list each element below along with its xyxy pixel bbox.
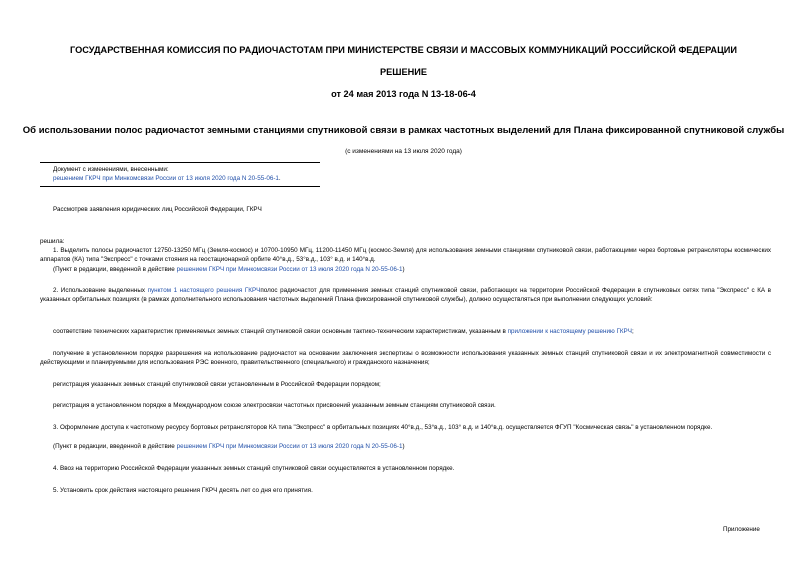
paragraph-2-post: полос радиочастот для применения земных станций спутниковой связи, работающих на территории Российской Федерации в спутниковых сетях типа "Экспресс" с КА в указанных орбитальных позициях (в рамках дополнительного использования частотных выделений Плана фиксированной спутниковой службы), должно осуществляться при выполнении следующих условий: xyxy=(40,287,771,303)
amendment-note: (с изменениями на 13 июля 2020 года) xyxy=(345,148,462,155)
paragraph-2 xyxy=(40,286,771,304)
amending-decision-link[interactable]: решением ГКРЧ при Минкомсвязи России от 13 июля 2020 года N 20-55-06-1 xyxy=(53,175,279,182)
paragraph-2-pre: 2. Использование выделенных xyxy=(53,287,148,294)
note-suffix: ) xyxy=(402,266,405,273)
changes-box-bottom-rule xyxy=(40,186,320,187)
paragraph-1-note-link[interactable]: решением ГКРЧ при Минкомсвязи России от 13 июля 2020 года N 20-55-06-1 xyxy=(176,266,403,273)
paragraph-4: 4. Ввоз на территорию Российской Федерации указанных земных станций спутниковой связи осуществляется в установленном порядке. xyxy=(53,465,455,472)
changes-box-period: . xyxy=(278,175,281,182)
appendix-label: Приложение xyxy=(723,526,760,533)
condition-1-pre: соответствие технических характеристик применяемых земных станций спутниковой связи основным тактико-техническим характеристикам, указанным в xyxy=(53,328,508,335)
note-prefix: (Пункт в редакции, введенной в действие xyxy=(53,266,177,273)
paragraph-1: 1. Выделить полосы радиочастот 12750-13250 МГц (Земля-космос) и 10700-10950 МГц, 11200-11450 МГц (космос-Земля) для использования земными станциями спутниковой связи, работающими через бортовые ретрансляторы космических аппаратов (КА) типа "Экспресс" с точками стояния на геостационарной орбите 40°в.д., 53°в.д., 103° в.д. и 140°в.д. xyxy=(40,247,771,263)
condition-3: регистрация указанных земных станций спутниковой связи установленным в Российской Федерации порядком; xyxy=(53,381,381,388)
paragraph-3-note xyxy=(53,442,405,451)
issuing-authority: ГОСУДАРСТВЕННАЯ КОМИССИЯ ПО РАДИОЧАСТОТАМ ПРИ МИНИСТЕРСТВЕ СВЯЗИ И МАССОВЫХ КОММУНИКАЦИЙ РОССИЙСКОЙ ФЕДЕРАЦИИ xyxy=(70,45,737,55)
condition-2: получение в установленном порядке разрешения на использование радиочастот на основании заключения экспертизы о возможности использования указанных земных станций спутниковой связи и их электромагнитной совместимости с действующими и планируемыми для использования РЭС военного, правительственного (специального) и гражданского назначения; xyxy=(40,350,771,366)
paragraph-1-note xyxy=(53,265,405,274)
paragraph-5: 5. Установить срок действия настоящего решения ГКРЧ десять лет со дня его принятия. xyxy=(53,487,313,494)
changes-box-link-line xyxy=(53,174,281,183)
appendix-link[interactable]: приложении к настоящему решению ГКРЧ xyxy=(507,328,632,335)
changes-box-top-rule xyxy=(40,162,320,163)
note-suffix: ) xyxy=(402,443,405,450)
condition-1-post: ; xyxy=(631,328,634,335)
document-type: РЕШЕНИЕ xyxy=(380,67,427,77)
condition-1 xyxy=(53,327,771,336)
intro-text: Рассмотрев заявления юридических лиц Российской Федерации, ГКРЧ xyxy=(53,206,262,213)
note-prefix: (Пункт в редакции, введенной в действие xyxy=(53,443,177,450)
resolved-label: решила: xyxy=(40,238,65,245)
condition-4: регистрация в установленном порядке в Международном союзе электросвязи частотных присвоений указанным земным станциям спутниковой связи. xyxy=(53,402,496,409)
changes-box-line: Документ с изменениями, внесенными: xyxy=(53,166,169,173)
paragraph-1-reference-link[interactable]: пунктом 1 настоящего решения ГКРЧ xyxy=(147,287,261,294)
document-date-number: от 24 мая 2013 года N 13-18-06-4 xyxy=(331,89,476,99)
paragraph-3-note-link[interactable]: решением ГКРЧ при Минкомсвязи России от 13 июля 2020 года N 20-55-06-1 xyxy=(176,443,403,450)
paragraph-3: 3. Оформление доступа к частотному ресурсу бортовых ретрансляторов КА типа "Экспресс" в орбитальных позициях 40°в.д., 53°в.д., 103° в.д. и 140°в.д. осуществляется ФГУП "Космическая связь" в установленном порядке. xyxy=(53,424,713,431)
document-title: Об использовании полос радиочастот земными станциями спутниковой связи в рамках частотных выделений для Плана фиксированной спутниковой службы xyxy=(22,125,785,136)
